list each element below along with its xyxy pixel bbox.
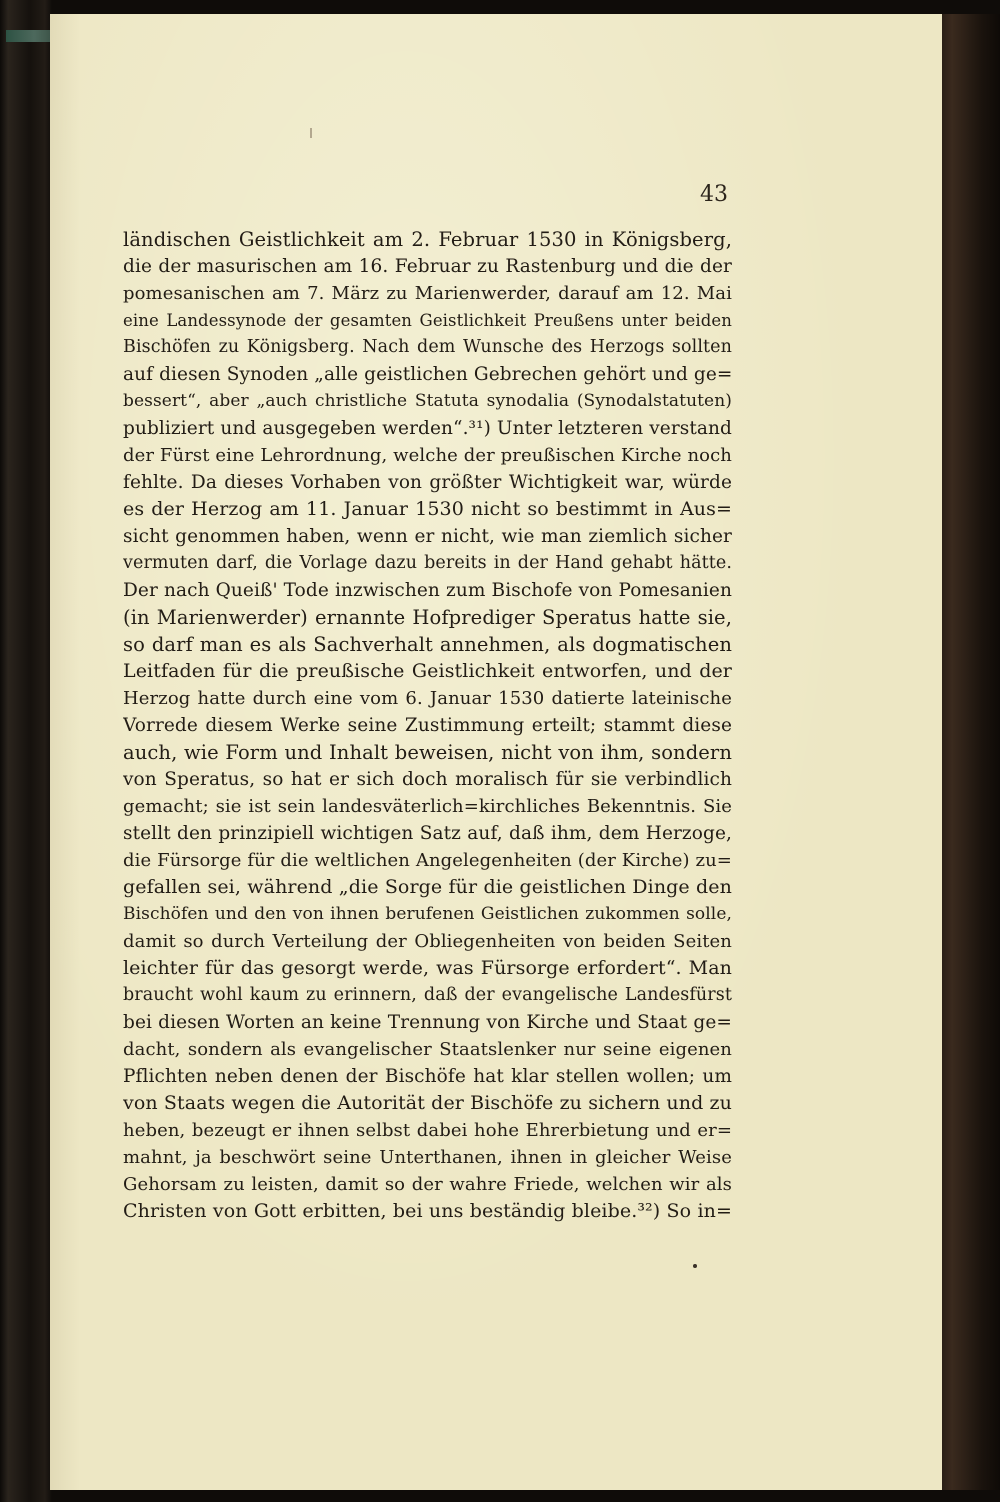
text-line: so darf man es als Sachverhalt annehmen, als dogmatischen: [123, 633, 732, 656]
text-line: bessert“, aber „auch christliche Statuta synodalia (Synodalstatuten): [123, 391, 732, 411]
print-speck: [693, 1264, 697, 1268]
text-line: Leitfaden für die preußische Geistlichkeit entworfen, und der: [123, 660, 732, 682]
text-line: Der nach Queiß' Tode inzwischen zum Bischofe von Pomesanien: [123, 580, 732, 601]
text-line: die der masurischen am 16. Februar zu Rastenburg und die der: [123, 256, 732, 277]
text-line: bei diesen Worten an keine Trennung von Kirche und Staat ge=: [123, 1012, 732, 1033]
text-line: pomesanischen am 7. März zu Marienwerder, darauf am 12. Mai: [123, 283, 732, 304]
text-line: Bischöfen zu Königsberg. Nach dem Wunsche des Herzogs sollten: [123, 337, 732, 357]
text-line: braucht wohl kaum zu erinnern, daß der evangelische Landesfürst: [123, 985, 732, 1005]
page-number: 43: [700, 182, 728, 207]
text-line: Bischöfen und den von ihnen berufenen Geistlichen zukommen solle,: [123, 904, 732, 924]
text-line: dacht, sondern als evangelischer Staatslenker nur seine eigenen: [123, 1039, 732, 1060]
text-line: eine Landessynode der gesamten Geistlichkeit Preußens unter beiden: [123, 311, 732, 330]
text-line: der Fürst eine Lehrordnung, welche der preußischen Kirche noch: [123, 445, 732, 466]
text-line: Christen von Gott erbitten, bei uns beständig bleibe.³²) So in=: [123, 1200, 732, 1222]
text-line: auch, wie Form und Inhalt beweisen, nicht von ihm, sondern: [123, 741, 732, 764]
text-line: Pflichten neben denen der Bischöfe hat klar stellen wollen; um: [123, 1066, 732, 1087]
text-line: damit so durch Verteilung der Obliegenheiten von beiden Seiten: [123, 931, 732, 952]
text-line: leichter für das gesorgt werde, was Fürsorge erfordert“. Man: [123, 957, 732, 979]
text-line: sicht genommen haben, wenn er nicht, wie man ziemlich sicher: [123, 526, 732, 547]
text-line: gefallen sei, während „die Sorge für die geistlichen Dinge den: [123, 876, 732, 898]
book-spine-edge: [942, 14, 1000, 1490]
text-line: es der Herzog am 11. Januar 1530 nicht so bestimmt in Aus=: [123, 498, 732, 520]
text-line: vermuten darf, die Vorlage dazu bereits in der Hand gehabt hätte.: [123, 553, 732, 573]
text-line: heben, bezeugt er ihnen selbst dabei hohe Ehrerbietung und er=: [123, 1120, 732, 1141]
text-line: die Fürsorge für die weltlichen Angelegenheiten (der Kirche) zu=: [123, 850, 732, 871]
text-line: stellt den prinzipiell wichtigen Satz auf, daß ihm, dem Herzoge,: [123, 823, 732, 844]
text-line: Vorrede diesem Werke seine Zustimmung erteilt; stammt diese: [123, 715, 732, 736]
text-line: von Speratus, so hat er sich doch moralisch für sie verbindlich: [123, 769, 732, 790]
text-line: publiziert und ausgegeben werden“.³¹) Unter letzteren verstand: [123, 418, 732, 439]
text-line: Gehorsam zu leisten, damit so der wahre Friede, welchen wir als: [123, 1174, 732, 1195]
body-text: [123, 226, 732, 1225]
text-line: mahnt, ja beschwört seine Unterthanen, ihnen in gleicher Weise: [123, 1147, 732, 1168]
text-line: Herzog hatte durch eine vom 6. Januar 1530 datierte lateinische: [123, 688, 732, 709]
text-line: fehlte. Da dieses Vorhaben von größter Wichtigkeit war, würde: [123, 472, 732, 493]
text-line: von Staats wegen die Autorität der Bischöfe zu sichern und zu: [123, 1092, 732, 1114]
text-line: auf diesen Synoden „alle geistlichen Gebrechen gehört und ge=: [123, 364, 732, 385]
text-line: gemacht; sie ist sein landesväterlich=kirchliches Bekenntnis. Sie: [123, 796, 732, 817]
text-line: (in Marienwerder) ernannte Hofprediger Speratus hatte sie,: [123, 606, 732, 629]
paper-smudge: [310, 128, 312, 138]
text-line: ländischen Geistlichkeit am 2. Februar 1530 in Königsberg,: [123, 228, 732, 251]
